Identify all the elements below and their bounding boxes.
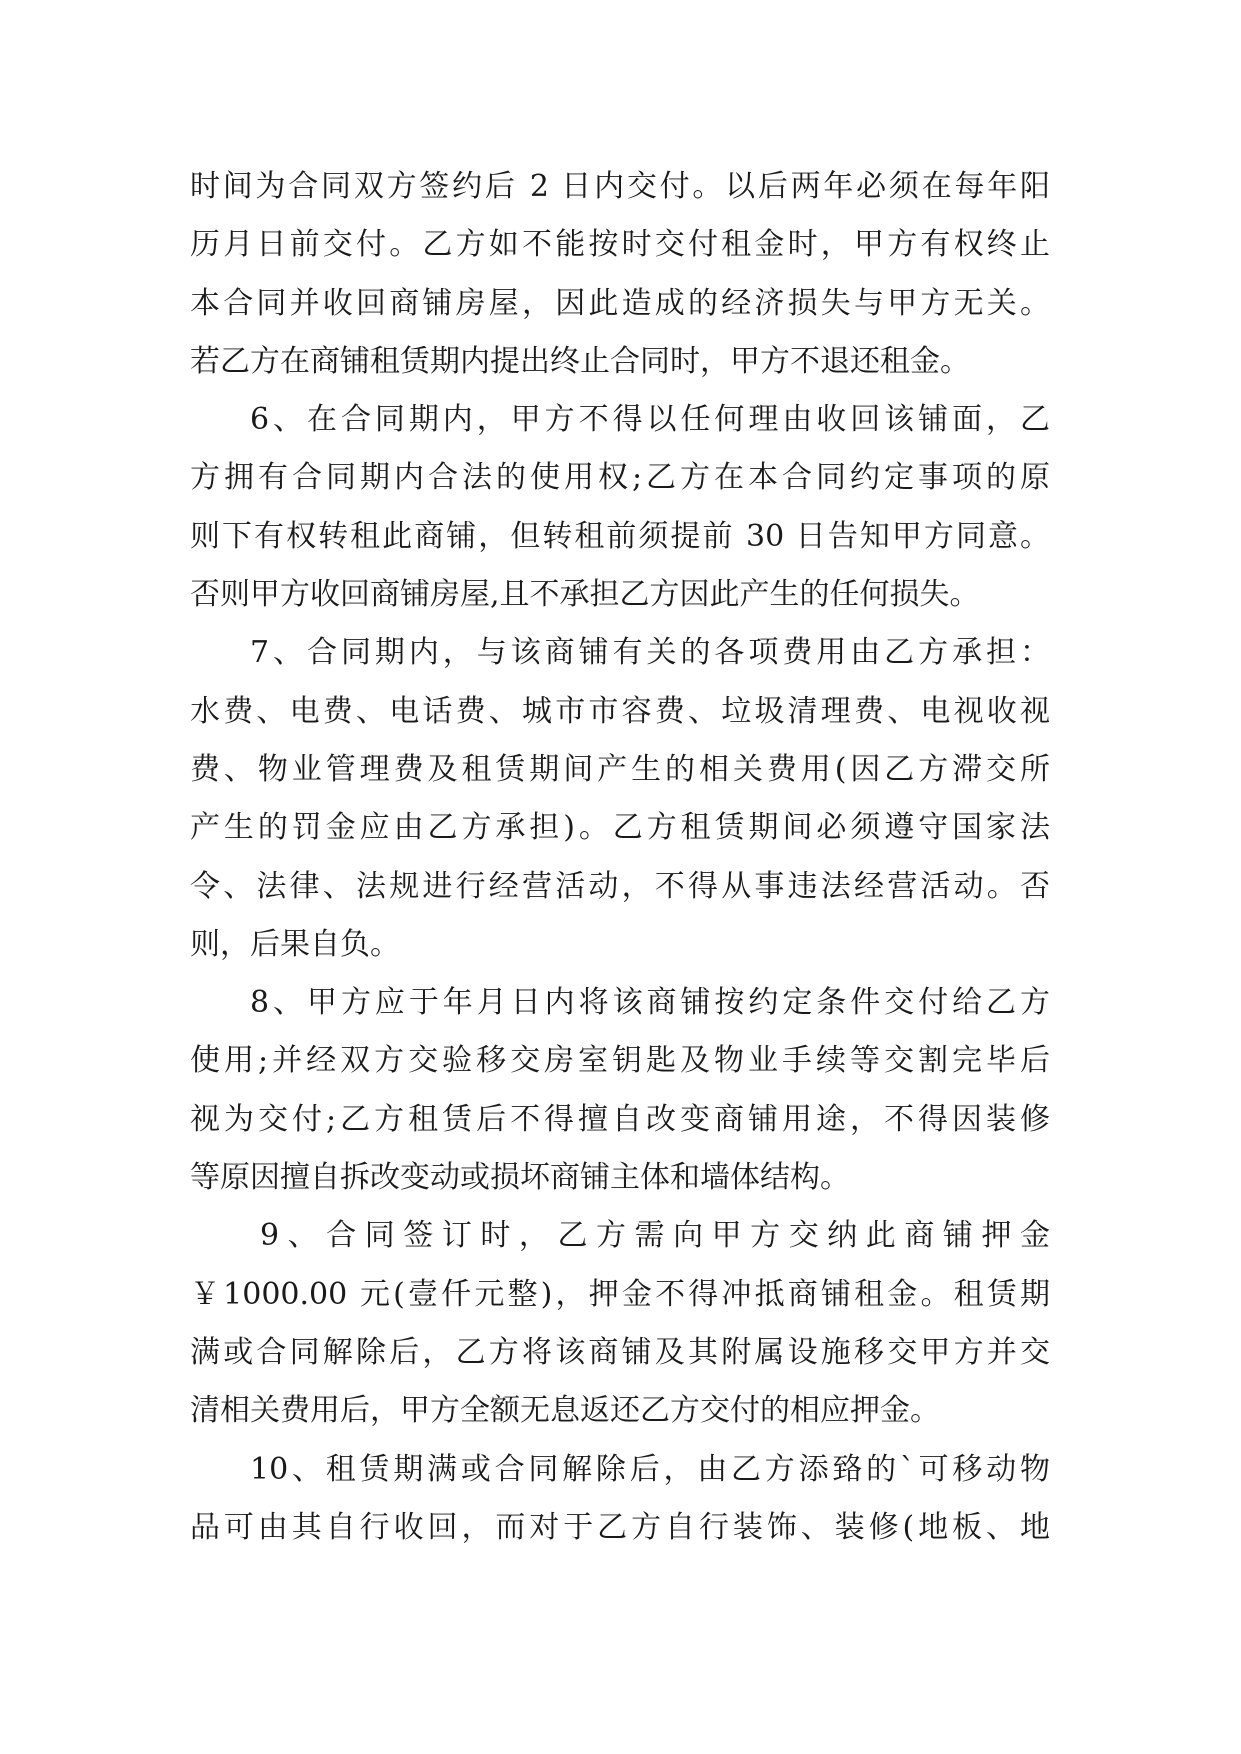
clause-6-first-line: 6、在合同期内，甲方不得以任何理由收回该铺面，乙 — [250, 402, 1050, 438]
contract-body-text — [190, 158, 1050, 1557]
text-line: 历月日前交付。乙方如不能按时交付租金时，甲方有权终止 — [190, 227, 1050, 263]
text-line: 费、物业管理费及租赁期间产生的相关费用(因乙方滞交所 — [190, 751, 1050, 787]
clause-9-first-line: 9、合同签订时，乙方需向甲方交纳此商铺押金 — [260, 1218, 1050, 1254]
text-line: 否则甲方收回商铺房屋,且不承担乙方因此产生的任何损失。 — [190, 577, 980, 613]
text-line: 若乙方在商铺租赁期内提出终止合同时，甲方不退还租金。 — [190, 343, 970, 379]
clause-10-first-line: 10、租赁期满或合同解除后，由乙方添臵的`可移动物 — [250, 1451, 1050, 1487]
clause-7-first-line: 7、合同期内，与该商铺有关的各项费用由乙方承担： — [250, 635, 1050, 671]
clause-8-first-line: 8、甲方应于年月日内将该商铺按约定条件交付给乙方 — [250, 985, 1050, 1021]
text-line: 方拥有合同期内合法的使用权;乙方在本合同约定事项的原 — [190, 460, 1050, 496]
text-line: 时间为合同双方签约后 2 日内交付。以后两年必须在每年阳 — [190, 169, 1050, 204]
text-line: 水费、电费、电话费、城市市容费、垃圾清理费、电视收视 — [190, 693, 1050, 729]
text-line: 品可由其自行收回，而对于乙方自行装饰、装修(地板、地 — [190, 1509, 1050, 1545]
text-line: ￥1000.00 元(壹仟元整)，押金不得冲抵商铺租金。租赁期 — [190, 1276, 1050, 1312]
text-line: 使用;并经双方交验移交房室钥匙及物业手续等交割完毕后 — [190, 1043, 1050, 1079]
text-line: 令、法律、法规进行经营活动，不得从事违法经营活动。否 — [190, 868, 1050, 904]
text-line: 满或合同解除后，乙方将该商铺及其附属设施移交甲方并交 — [190, 1334, 1050, 1370]
text-line: 等原因擅自拆改变动或损坏商铺主体和墙体结构。 — [190, 1160, 850, 1196]
text-line: 产生的罚金应由乙方承担)。乙方租赁期间必须遵守国家法 — [190, 810, 1050, 846]
text-line: 本合同并收回商铺房屋，因此造成的经济损失与甲方无关。 — [190, 285, 1050, 321]
text-line: 视为交付;乙方租赁后不得擅自改变商铺用途，不得因装修 — [190, 1101, 1050, 1137]
text-line: 则下有权转租此商铺，但转租前须提前 30 日告知甲方同意。 — [190, 518, 1050, 554]
text-line: 清相关费用后，甲方全额无息返还乙方交付的相应押金。 — [190, 1393, 940, 1429]
text-line: 则，后果自负。 — [190, 926, 400, 962]
